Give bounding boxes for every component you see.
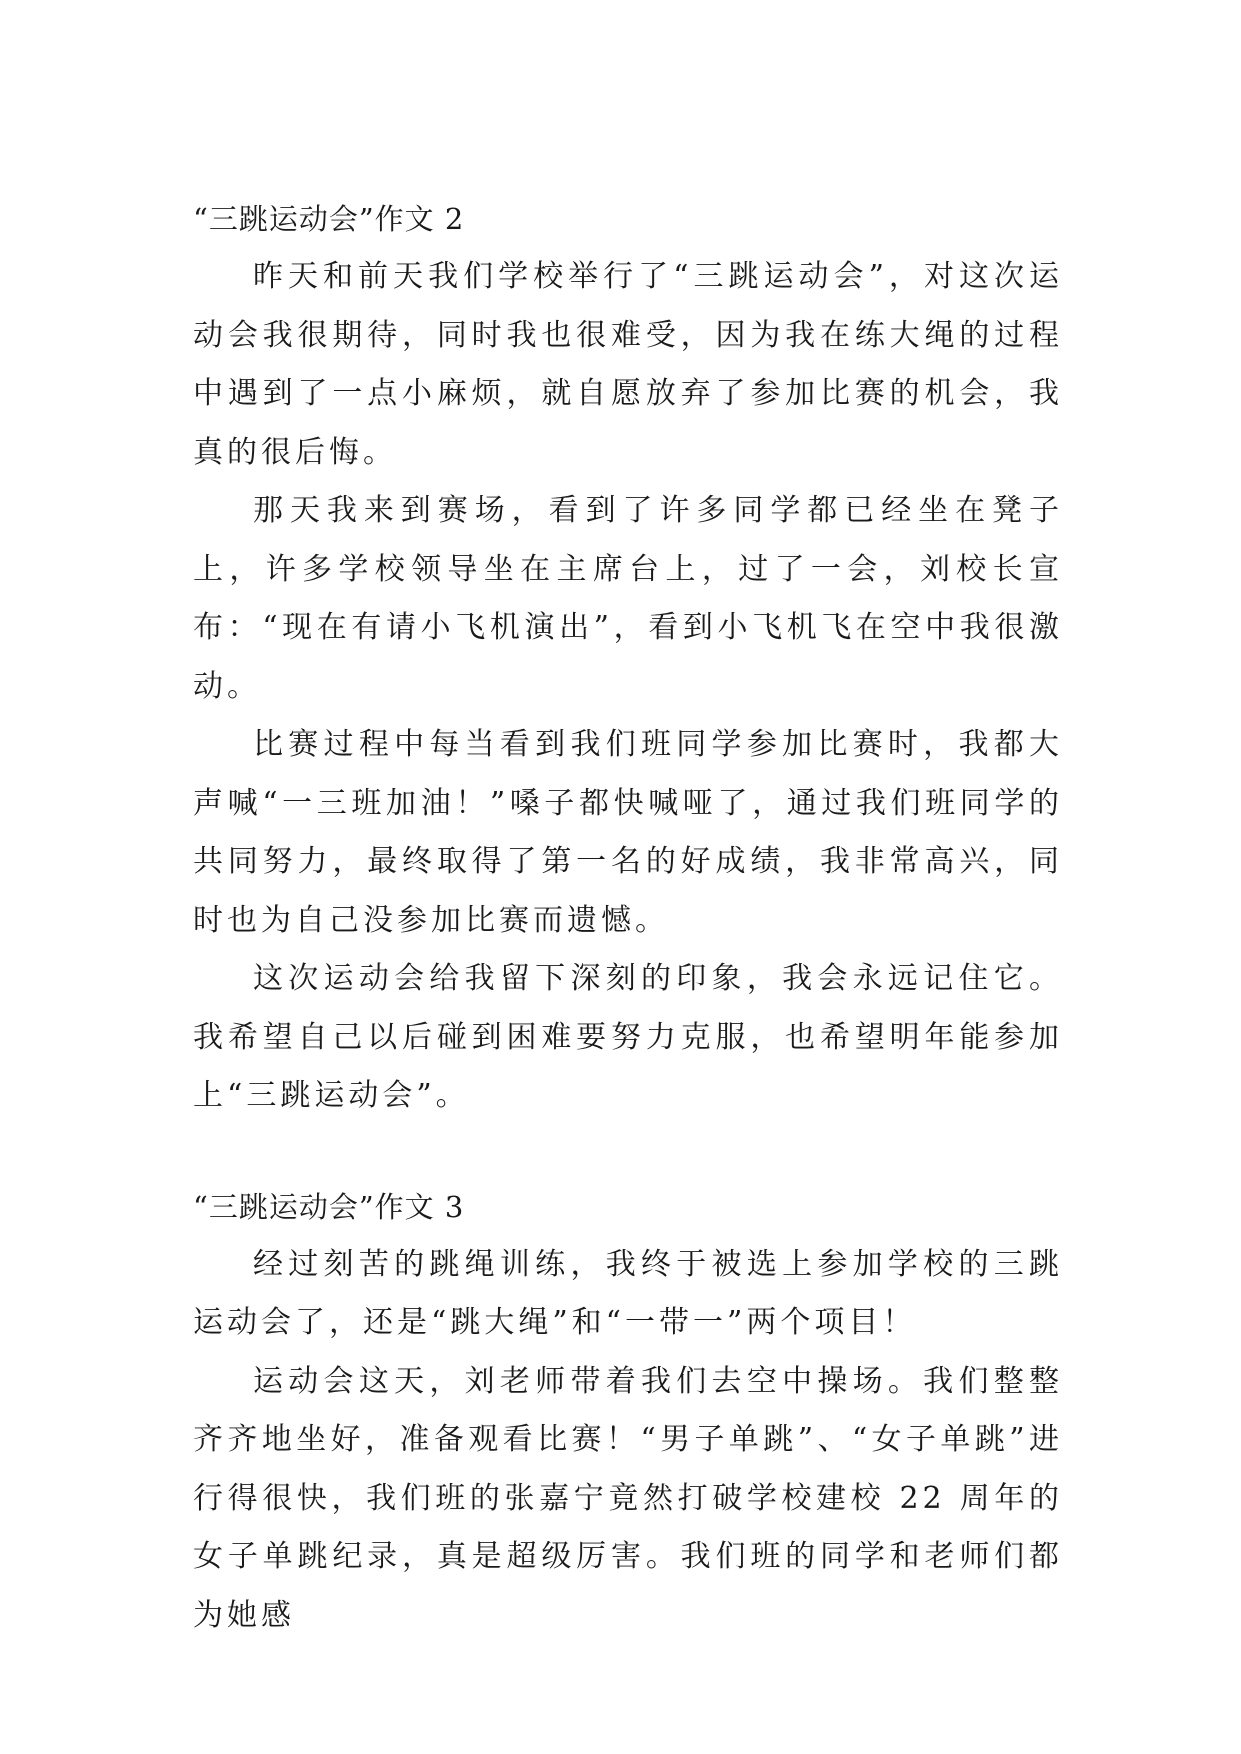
paragraph: 昨天和前天我们学校举行了“三跳运动会”，对这次运动会我很期待，同时我也很难受，因为我在练大绳的过程中遇到了一点小麻烦，就自愿放弃了参加比赛的机会，我真的很后悔。 — [193, 259, 1063, 470]
paragraph: 经过刻苦的跳绳训练，我终于被选上参加学校的三跳运动会了，还是“跳大绳”和“一带一”两个项目！ — [193, 1246, 1063, 1340]
section-title: “三跳运动会”作文 2 — [193, 202, 465, 236]
essay-section-3 — [193, 1178, 1063, 1646]
paragraph: 比赛过程中每当看到我们班同学参加比赛时，我都大声喊“一三班加油！”嗓子都快喊哑了，通过我们班同学的共同努力，最终取得了第一名的好成绩，我非常高兴，同时也为自己没参加比赛而遗憾。 — [193, 727, 1063, 938]
paragraph: 这次运动会给我留下深刻的印象，我会永远记住它。我希望自己以后碰到困难要努力克服，也希望明年能参加上“三跳运动会”。 — [193, 961, 1063, 1113]
paragraph: 那天我来到赛场，看到了许多同学都已经坐在凳子上，许多学校领导坐在主席台上，过了一会，刘校长宣布：“现在有请小飞机演出”，看到小飞机飞在空中我很激动。 — [193, 493, 1063, 704]
essay-section-2 — [193, 190, 1063, 1126]
section-spacer — [193, 1126, 1063, 1178]
section-title: “三跳运动会”作文 3 — [193, 1189, 465, 1224]
document-page — [193, 190, 1063, 1645]
paragraph: 运动会这天，刘老师带着我们去空中操场。我们整整齐齐地坐好，准备观看比赛！“男子单跳”、“女子单跳”进行得很快，我们班的张嘉宁竟然打破学校建校 22 周年的女子单跳纪录，真是超级厉害。我们班的同学和老师们都为她感 — [193, 1363, 1063, 1633]
